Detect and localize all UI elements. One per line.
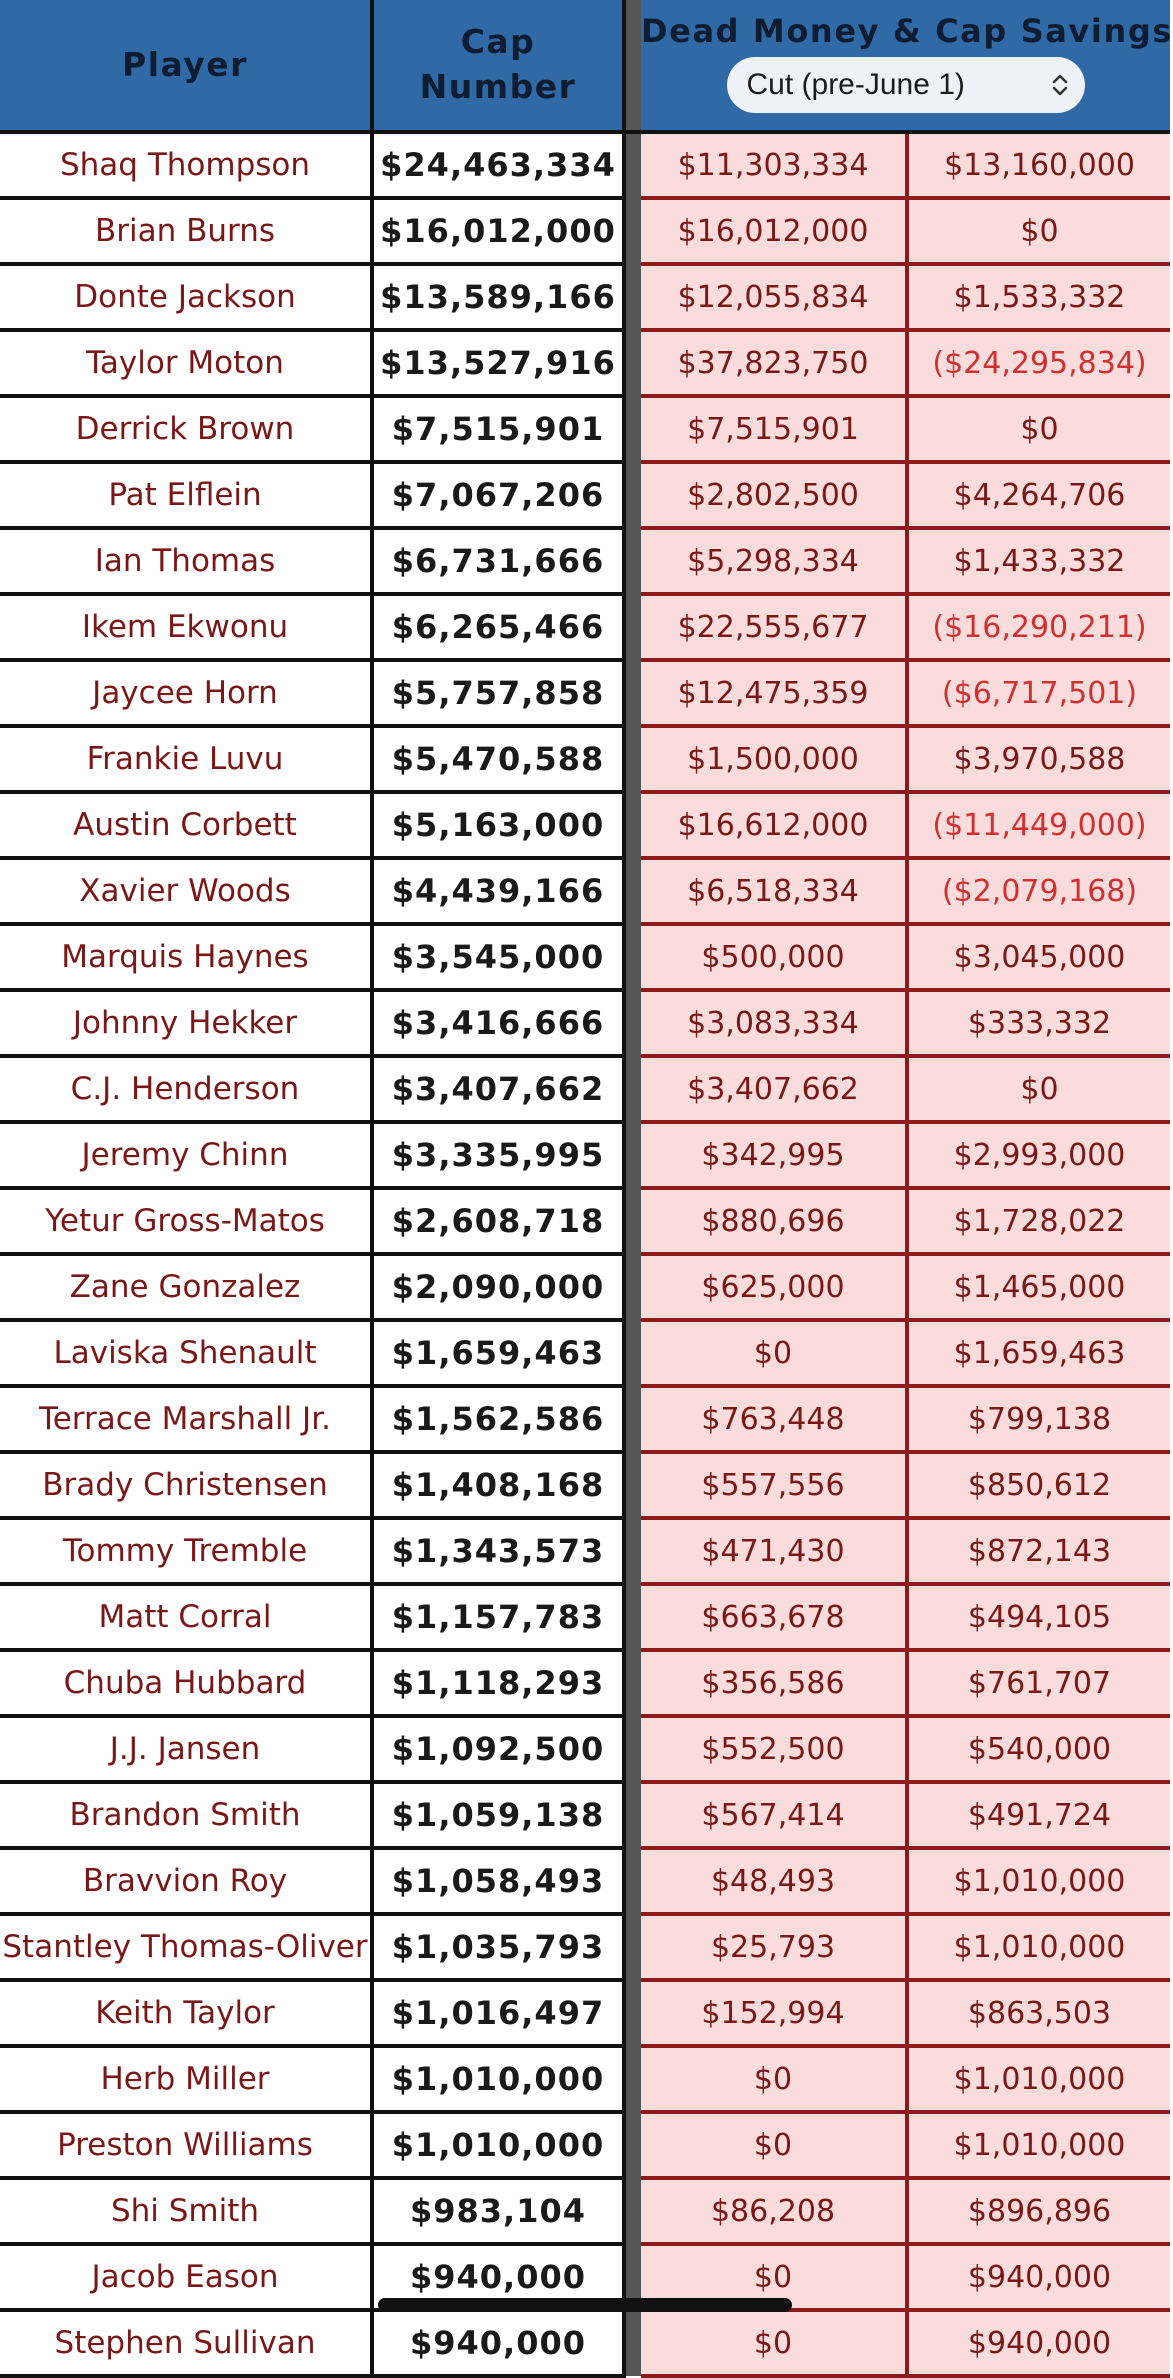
player-name-link[interactable]: Laviska Shenault (0, 1320, 372, 1386)
cap-number-cell: $1,659,463 (372, 1320, 624, 1386)
cap-number-cell: $3,335,995 (372, 1122, 624, 1188)
table-row (0, 1980, 1170, 2046)
table-row (0, 792, 1170, 858)
column-separator (624, 330, 641, 396)
table-row (0, 1848, 1170, 1914)
cap-number-cell: $940,000 (372, 2310, 624, 2376)
column-separator (624, 1980, 641, 2046)
cap-number-cell: $1,343,573 (372, 1518, 624, 1584)
table-row (0, 1914, 1170, 1980)
dead-money-cell: $6,518,334 (641, 858, 907, 924)
cap-savings-cell: $1,010,000 (907, 1848, 1170, 1914)
cap-number-cell: $24,463,334 (372, 132, 624, 198)
cap-savings-cell: $940,000 (907, 2310, 1170, 2376)
dead-money-cell: $2,802,500 (641, 462, 907, 528)
cap-savings-cell: ($2,079,168) (907, 858, 1170, 924)
cap-header-line1: Cap (460, 22, 536, 62)
table-row (0, 1254, 1170, 1320)
player-name-link[interactable]: Ian Thomas (0, 528, 372, 594)
dead-money-cell: $5,298,334 (641, 528, 907, 594)
dead-money-cell: $16,612,000 (641, 792, 907, 858)
cut-type-select-value: Cut (pre-June 1) (746, 67, 965, 101)
cap-number-cell: $16,012,000 (372, 198, 624, 264)
player-name-link[interactable]: Zane Gonzalez (0, 1254, 372, 1320)
dead-money-savings-header (641, 0, 1173, 132)
column-separator (624, 1650, 641, 1716)
cap-savings-cell: $872,143 (907, 1518, 1170, 1584)
player-name-link[interactable]: Terrace Marshall Jr. (0, 1386, 372, 1452)
cap-savings-cell: $0 (907, 396, 1170, 462)
dead-money-cell: $3,407,662 (641, 1056, 907, 1122)
cap-savings-cell: $494,105 (907, 1584, 1170, 1650)
player-name-link[interactable]: Shi Smith (0, 2178, 372, 2244)
column-separator (624, 2046, 641, 2112)
dead-money-cell: $880,696 (641, 1188, 907, 1254)
cap-savings-cell: $761,707 (907, 1650, 1170, 1716)
player-name-link[interactable]: Brady Christensen (0, 1452, 372, 1518)
player-name-link[interactable]: Preston Williams (0, 2112, 372, 2178)
table-row (0, 1650, 1170, 1716)
table-row (0, 1056, 1170, 1122)
cap-header-line2: Number (419, 67, 577, 106)
table-row (0, 1716, 1170, 1782)
player-name-link[interactable]: Austin Corbett (0, 792, 372, 858)
dead-money-cell: $567,414 (641, 1782, 907, 1848)
dead-money-cell: $25,793 (641, 1914, 907, 1980)
player-name-link[interactable]: Keith Taylor (0, 1980, 372, 2046)
table-row (0, 198, 1170, 264)
table-row (0, 1584, 1170, 1650)
dead-money-cell: $0 (641, 2244, 907, 2310)
cap-number-cell: $6,265,466 (372, 594, 624, 660)
cap-number-cell: $7,515,901 (372, 396, 624, 462)
table-row (0, 990, 1170, 1056)
cap-savings-cell: $3,970,588 (907, 726, 1170, 792)
table-row (0, 1782, 1170, 1848)
cap-number-cell: $5,163,000 (372, 792, 624, 858)
dead-money-cell: $7,515,901 (641, 396, 907, 462)
table-row (0, 264, 1170, 330)
cap-number-cell: $7,067,206 (372, 462, 624, 528)
column-separator (624, 1716, 641, 1782)
cap-number-cell: $3,416,666 (372, 990, 624, 1056)
player-name-link[interactable]: Marquis Haynes (0, 924, 372, 990)
cap-savings-cell: $0 (907, 1056, 1170, 1122)
column-separator (624, 1320, 641, 1386)
column-separator (624, 660, 641, 726)
dead-money-cell: $625,000 (641, 1254, 907, 1320)
cap-savings-cell: $1,659,463 (907, 1320, 1170, 1386)
cap-savings-cell: $13,160,000 (907, 132, 1170, 198)
player-name-link[interactable]: Shaq Thompson (0, 132, 372, 198)
column-separator (624, 198, 641, 264)
table-row (0, 1188, 1170, 1254)
player-name-link[interactable]: Frankie Luvu (0, 726, 372, 792)
cap-savings-cell: $540,000 (907, 1716, 1170, 1782)
cap-savings-cell: $1,010,000 (907, 2046, 1170, 2112)
column-separator (624, 1914, 641, 1980)
column-separator (624, 132, 641, 198)
table-row (0, 528, 1170, 594)
column-separator (624, 1518, 641, 1584)
column-separator (624, 2310, 641, 2376)
cap-savings-cell: $1,010,000 (907, 1914, 1170, 1980)
cap-number-cell: $1,157,783 (372, 1584, 624, 1650)
dead-money-cell: $557,556 (641, 1452, 907, 1518)
table-row (0, 660, 1170, 726)
column-separator (624, 1452, 641, 1518)
cap-number-cell: $5,470,588 (372, 726, 624, 792)
cap-savings-cell: $896,896 (907, 2178, 1170, 2244)
cap-savings-cell: ($11,449,000) (907, 792, 1170, 858)
table-row (0, 2112, 1170, 2178)
dead-money-cell: $48,493 (641, 1848, 907, 1914)
cap-number-cell: $1,016,497 (372, 1980, 624, 2046)
table-row (0, 594, 1170, 660)
dead-money-cell: $663,678 (641, 1584, 907, 1650)
cap-savings-cell: $0 (907, 198, 1170, 264)
column-separator (624, 2112, 641, 2178)
cap-savings-cell: $3,045,000 (907, 924, 1170, 990)
player-name-link[interactable]: J.J. Jansen (0, 1716, 372, 1782)
player-name-link[interactable]: Matt Corral (0, 1584, 372, 1650)
player-name-link[interactable]: Taylor Moton (0, 330, 372, 396)
column-separator (624, 528, 641, 594)
table-row (0, 2310, 1170, 2376)
table-row (0, 2046, 1170, 2112)
player-column-header[interactable]: Player (0, 0, 372, 132)
cap-number-cell: $1,059,138 (372, 1782, 624, 1848)
table-row (0, 330, 1170, 396)
column-separator (624, 396, 641, 462)
dead-money-cell: $86,208 (641, 2178, 907, 2244)
player-name-link[interactable]: Brian Burns (0, 198, 372, 264)
cap-number-cell: $1,010,000 (372, 2046, 624, 2112)
cap-number-cell: $3,407,662 (372, 1056, 624, 1122)
cap-savings-cell: $1,533,332 (907, 264, 1170, 330)
cap-savings-cell: $2,993,000 (907, 1122, 1170, 1188)
cap-number-cell: $1,118,293 (372, 1650, 624, 1716)
player-name-link[interactable]: Bravvion Roy (0, 1848, 372, 1914)
dead-money-cell: $0 (641, 2112, 907, 2178)
dead-money-cell: $152,994 (641, 1980, 907, 2046)
cap-savings-cell: $940,000 (907, 2244, 1170, 2310)
player-name-link[interactable]: Johnny Hekker (0, 990, 372, 1056)
cap-number-cell: $13,589,166 (372, 264, 624, 330)
column-separator (624, 792, 641, 858)
column-separator (624, 1848, 641, 1914)
player-name-link[interactable]: Ikem Ekwonu (0, 594, 372, 660)
column-separator (624, 1584, 641, 1650)
column-separator (624, 858, 641, 924)
table-body (0, 132, 1170, 2376)
cap-number-cell: $983,104 (372, 2178, 624, 2244)
player-name-link[interactable]: Jacob Eason (0, 2244, 372, 2310)
cap-number-cell: $5,757,858 (372, 660, 624, 726)
cap-number-cell: $1,035,793 (372, 1914, 624, 1980)
table-row (0, 1518, 1170, 1584)
table-row (0, 1386, 1170, 1452)
table-row (0, 924, 1170, 990)
cap-number-cell: $13,527,916 (372, 330, 624, 396)
player-name-link[interactable]: Chuba Hubbard (0, 1650, 372, 1716)
column-separator (624, 990, 641, 1056)
dead-money-cell: $471,430 (641, 1518, 907, 1584)
player-name-link[interactable]: Tommy Tremble (0, 1518, 372, 1584)
cap-savings-cell: $863,503 (907, 1980, 1170, 2046)
column-separator (624, 1122, 641, 1188)
dead-money-cell: $342,995 (641, 1122, 907, 1188)
cap-number-cell: $1,010,000 (372, 2112, 624, 2178)
player-name-link[interactable]: Brandon Smith (0, 1782, 372, 1848)
cap-savings-cell: $1,433,332 (907, 528, 1170, 594)
dead-money-cell: $12,055,834 (641, 264, 907, 330)
column-separator (624, 1056, 641, 1122)
cap-savings-cell: $1,465,000 (907, 1254, 1170, 1320)
cap-number-cell: $2,090,000 (372, 1254, 624, 1320)
cap-savings-cell: $1,010,000 (907, 2112, 1170, 2178)
player-name-link[interactable]: Pat Elflein (0, 462, 372, 528)
table-row (0, 132, 1170, 198)
cap-savings-cell: $1,728,022 (907, 1188, 1170, 1254)
cap-savings-cell: $491,724 (907, 1782, 1170, 1848)
column-separator (624, 594, 641, 660)
player-name-link[interactable]: Yetur Gross-Matos (0, 1188, 372, 1254)
cap-number-cell: $4,439,166 (372, 858, 624, 924)
table-header (0, 0, 1173, 132)
cap-number-cell: $1,408,168 (372, 1452, 624, 1518)
dead-money-cell: $552,500 (641, 1716, 907, 1782)
dead-money-cell: $22,555,677 (641, 594, 907, 660)
table-row (0, 1122, 1170, 1188)
cap-number-cell: $6,731,666 (372, 528, 624, 594)
cap-number-cell: $1,092,500 (372, 1716, 624, 1782)
table-row (0, 1452, 1170, 1518)
column-separator (624, 1386, 641, 1452)
dead-money-cell: $16,012,000 (641, 198, 907, 264)
player-name-link[interactable]: Jeremy Chinn (0, 1122, 372, 1188)
dead-money-cell: $3,083,334 (641, 990, 907, 1056)
home-indicator (378, 2298, 792, 2312)
player-name-link[interactable]: C.J. Henderson (0, 1056, 372, 1122)
column-separator (624, 264, 641, 330)
cap-savings-cell: $333,332 (907, 990, 1170, 1056)
cap-savings-cell: $799,138 (907, 1386, 1170, 1452)
player-name-link[interactable]: Herb Miller (0, 2046, 372, 2112)
cap-savings-cell: ($24,295,834) (907, 330, 1170, 396)
dead-money-cell: $0 (641, 2310, 907, 2376)
column-separator (624, 1188, 641, 1254)
cap-savings-cell: $4,264,706 (907, 462, 1170, 528)
column-separator (624, 2178, 641, 2244)
dead-money-cell: $356,586 (641, 1650, 907, 1716)
cap-number-column-header[interactable] (372, 0, 624, 132)
table-row (0, 726, 1170, 792)
cap-savings-cell: ($6,717,501) (907, 660, 1170, 726)
player-name-link[interactable]: Derrick Brown (0, 396, 372, 462)
cap-number-cell: $940,000 (372, 2244, 624, 2310)
cap-savings-cell: $850,612 (907, 1452, 1170, 1518)
column-separator (624, 726, 641, 792)
player-name-link[interactable]: Donte Jackson (0, 264, 372, 330)
table-row (0, 858, 1170, 924)
player-name-link[interactable]: Jaycee Horn (0, 660, 372, 726)
player-name-link[interactable]: Stephen Sullivan (0, 2310, 372, 2376)
cut-type-select[interactable] (727, 57, 1085, 113)
column-separator (624, 1254, 641, 1320)
player-name-link[interactable]: Stantley Thomas-Oliver (0, 1914, 372, 1980)
column-separator (624, 0, 641, 132)
table-row (0, 2178, 1170, 2244)
cap-number-cell: $3,545,000 (372, 924, 624, 990)
column-separator (624, 1782, 641, 1848)
chevron-up-down-icon (1051, 72, 1069, 98)
column-separator (624, 462, 641, 528)
table-row (0, 462, 1170, 528)
cap-savings-cell: ($16,290,211) (907, 594, 1170, 660)
cap-number-cell: $1,058,493 (372, 1848, 624, 1914)
table-row (0, 1320, 1170, 1386)
table-row (0, 396, 1170, 462)
dead-money-cell: $1,500,000 (641, 726, 907, 792)
cap-number-cell: $1,562,586 (372, 1386, 624, 1452)
player-name-link[interactable]: Xavier Woods (0, 858, 372, 924)
dead-money-cell: $0 (641, 2046, 907, 2112)
dead-money-cell: $11,303,334 (641, 132, 907, 198)
dead-money-cell: $0 (641, 1320, 907, 1386)
cap-number-cell: $2,608,718 (372, 1188, 624, 1254)
dead-money-cell: $12,475,359 (641, 660, 907, 726)
dead-money-savings-title: Dead Money & Cap Savings (641, 12, 1173, 50)
column-separator (624, 924, 641, 990)
dead-money-cell: $500,000 (641, 924, 907, 990)
dead-money-cell: $763,448 (641, 1386, 907, 1452)
dead-money-cell: $37,823,750 (641, 330, 907, 396)
